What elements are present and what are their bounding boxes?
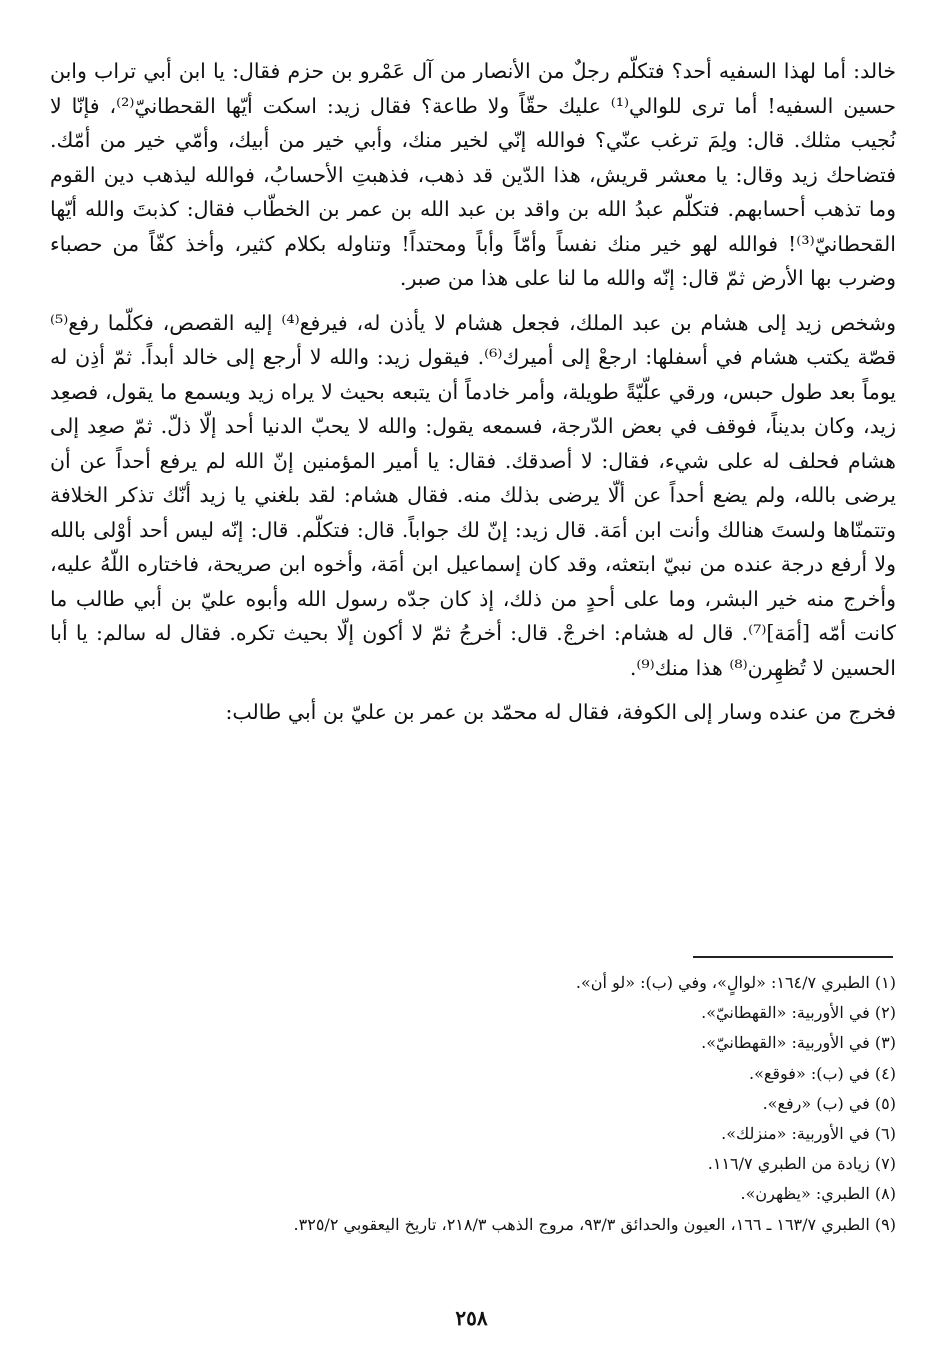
main-text bbox=[50, 54, 896, 730]
footnote-8: (٨) الطبري: «يظهرن». bbox=[740, 1184, 896, 1204]
footnote-5: (٥) في (ب) «رفع». bbox=[762, 1093, 896, 1113]
page-number: ٢٥٨ bbox=[455, 1306, 488, 1330]
footnote-separator bbox=[693, 956, 893, 958]
footnote-2: (٢) في الأوربية: «القهطانيّ». bbox=[701, 1003, 896, 1023]
footnote-3: (٣) في الأوربية: «القهطانيّ». bbox=[701, 1033, 896, 1053]
footnotes-list bbox=[50, 968, 896, 1240]
paragraph-3: فخرج من عنده وسار إلى الكوفة، فقال له محمّد بن عمر بن عليّ بن أبي طالب: bbox=[225, 700, 896, 724]
paragraph-1: خالد: أما لهذا السفيه أحد؟ فتكلّم رجلٌ من الأنصار من آل عَمْرو بن حزم فقال: يا ابن أبي تراب وابن حسين السفيه! أما ترى للوالي⁽¹⁾ عليك حقّاً ولا طاعة؟ فقال زيد: اسكت أيّها القحطانيّ⁽²⁾، فإنّا لا نُجيب مثلك. قال: ولِمَ ترغب عنّي؟ فوالله إنّي لخير منك، وأبي خير من أبيك، وأمّي خير من أمّك. فتضاحك زيد وقال: يا معشر قريش، هذا الدّين قد ذهب، فذهبتِ الأحسابُ، فوالله ليذهب دين القوم وما تذهب أحسابهم. فتكلّم عبدُ الله بن واقد بن عبد الله بن عمر بن الخطّاب فقال: كذبتَ والله أيّها القحطانيّ⁽³⁾! فوالله لهو خير منك نفساً وأمّاً وأباً ومحتداً! وتناوله بكلام كثير، وأخذ كفّاً من حصباء وضرب بها الأرض ثمّ قال: إنّه والله ما لنا على هذا من صبر. bbox=[50, 59, 896, 290]
footnote-7: (٧) زيادة من الطبري ١١٦/٧. bbox=[707, 1154, 896, 1174]
paragraph-2: وشخص زيد إلى هشام بن عبد الملك، فجعل هشام لا يأذن له، فيرفع⁽⁴⁾ إليه القصص، فكلّما رفع⁽⁵⁾ قصّة يكتب هشام في أسفلها: ارجعْ إلى أميرك⁽⁶⁾. فيقول زيد: والله لا أرجع إلى خالد أبداً. ثمّ أذِن له يوماً بعد طول حبس، ورقي علّيّةً طويلة، وأمر خادماً أن يتبعه بحيث لا يراه زيد ويسمع ما يقول، فصعِد زيد، وكان بديناً، فوقف في بعض الدّرجة، فسمعه يقول: والله لا يحبّ الدنيا أحد إلّا ذلّ. ثمّ صعِد إلى هشام فحلف له على شيء، فقال: لا أصدقك. فقال: يا أمير المؤمنين إنّ الله لم يرفع أحداً عن أن يرضى بالله، ولم يضع أحداً عن ألّا يرضى بذلك منه. فقال هشام: لقد بلغني يا زيد أنّك تذكر الخلافة وتتمنّاها ولستَ هنالك وأنت ابن أمَة. قال زيد: إنّ لك جواباً. قال: فتكلّم. قال: إنّه ليس أحد أوْلى بالله ولا أرفع درجة عنده من نبيّ ابتعثه، وقد كان إسماعيل ابن أمَة، وأخوه ابن صريحة، فاختاره اللّهُ عليه، وأخرج منه خير البشر، وما على أحدٍ من ذلك، إذ كان جدّه رسول الله وأبوه عليّ بن أبي طالب ما كانت أمّه [أمَة]⁽⁷⁾. قال له هشام: اخرجْ. قال: أخرجُ ثمّ لا أكون إلّا بحيث تكره. فقال له سالم: يا أبا الحسين لا تُظهِرن⁽⁸⁾ هذا منك⁽⁹⁾. bbox=[50, 310, 897, 680]
footnote-4: (٤) في (ب): «فوقع». bbox=[748, 1063, 896, 1083]
footnote-6: (٦) في الأوربية: «منزلك». bbox=[721, 1124, 896, 1144]
footnote-9: (٩) الطبري ١٦٣/٧ ـ ١٦٦، العيون والحدائق ٩٣/٣، مروج الذهب ٢١٨/٣، تاريخ اليعقوبي ٣٢٥/٢. bbox=[293, 1214, 896, 1234]
footnote-1: (١) الطبري ١٦٤/٧: «لوالٍ»، وفي (ب): «لو أن». bbox=[575, 973, 896, 992]
